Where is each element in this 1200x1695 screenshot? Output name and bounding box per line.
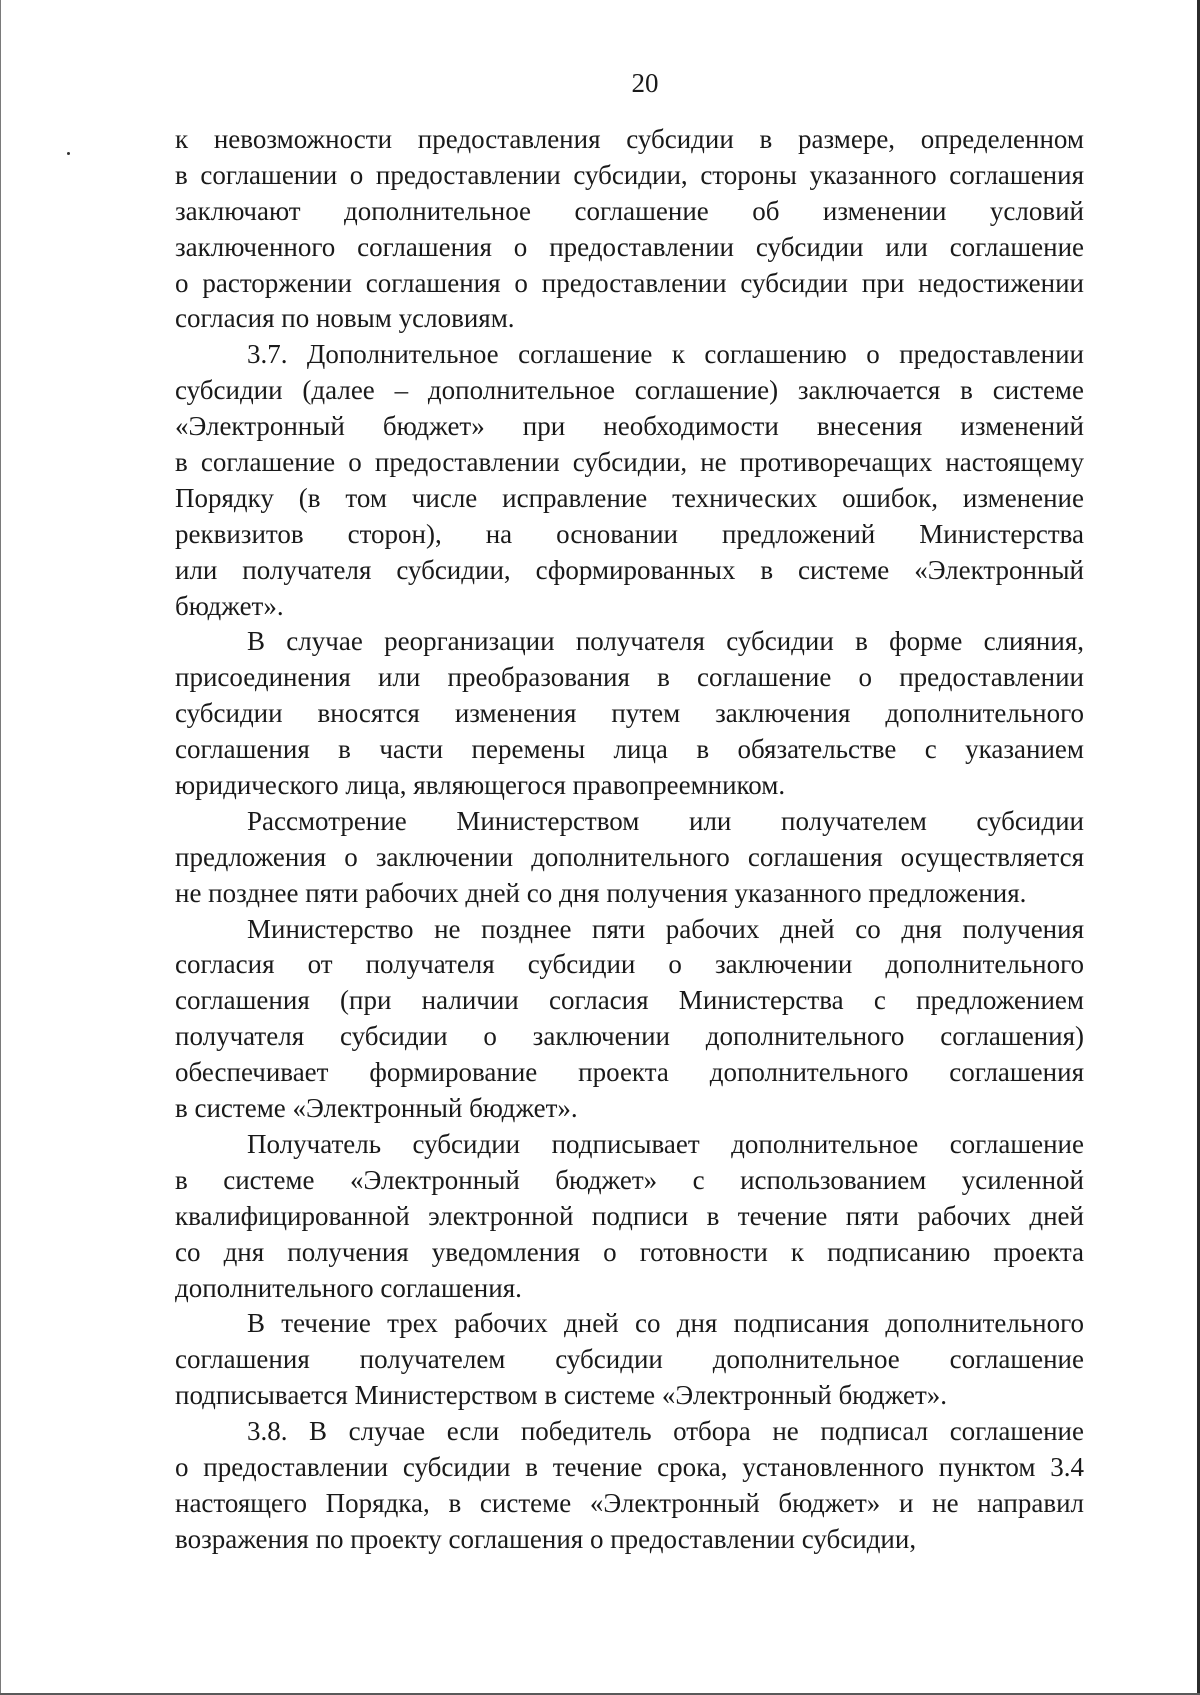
text-line: возражения по проекту соглашения о предоставлении субсидии, (175, 1523, 917, 1554)
text-line: субсидии вносятся изменения путем заключения дополнительного (175, 698, 1084, 729)
text-line: бюджет». (175, 590, 284, 621)
text-line: о расторжении соглашения о предоставлении субсидии при недостижении (175, 267, 1084, 298)
text-line: реквизитов сторон), на основании предложений Министерства (175, 518, 1084, 549)
document-body (175, 122, 1084, 1558)
text-line: присоединения или преобразования в соглашение о предоставлении (175, 662, 1084, 693)
text-line: со дня получения уведомления о готовности к подписанию проекта (175, 1236, 1084, 1267)
text-line: юридического лица, являющегося правопреемником. (175, 770, 786, 801)
text-line: не позднее пяти рабочих дней со дня получения указанного предложения. (175, 877, 1027, 908)
text-line: В случае реорганизации получателя субсидии в форме слияния, (247, 626, 1084, 657)
text-line: в системе «Электронный бюджет» с использованием усиленной (175, 1164, 1084, 1195)
text-line: в соглашении о предоставлении субсидии, стороны указанного соглашения (175, 159, 1084, 190)
text-line: Получатель субсидии подписывает дополнительное соглашение (247, 1128, 1084, 1159)
text-line: согласия по новым условиям. (175, 303, 515, 334)
text-line: обеспечивает формирование проекта дополнительного соглашения (175, 1057, 1084, 1088)
text-line: предложения о заключении дополнительного соглашения осуществляется (175, 841, 1084, 872)
text-line: соглашения получателем субсидии дополнительное соглашение (175, 1344, 1084, 1375)
text-line: подписывается Министерством в системе «Электронный бюджет». (175, 1380, 948, 1411)
scan-left-edge (0, 0, 1, 1695)
text-line: квалифицированной электронной подписи в течение пяти рабочих дней (175, 1200, 1084, 1231)
paragraph (175, 122, 1084, 337)
paragraph (175, 1414, 1084, 1558)
text-line: заключают дополнительное соглашение об изменении условий (175, 195, 1084, 226)
page-number: 20 (631, 68, 659, 98)
text-line: соглашения (при наличии согласия Министерства с предложением (175, 985, 1084, 1016)
text-line: о предоставлении субсидии в течение срока, установленного пунктом 3.4 (175, 1451, 1084, 1482)
text-line: заключенного соглашения о предоставлении субсидии или соглашение (175, 231, 1084, 262)
text-line: в системе «Электронный бюджет». (175, 1093, 578, 1124)
text-line: Порядку (в том числе исправление технических ошибок, изменение (175, 482, 1084, 513)
text-line: в соглашение о предоставлении субсидии, не противоречащих настоящему (175, 447, 1084, 478)
text-line: или получателя субсидии, сформированных в системе «Электронный (175, 554, 1084, 585)
text-line: 3.8. В случае если победитель отбора не подписал соглашение (247, 1416, 1084, 1447)
scan-speck (67, 152, 70, 155)
text-line: получателя субсидии о заключении дополнительного соглашения) (175, 1021, 1084, 1052)
text-line: В течение трех рабочих дней со дня подписания дополнительного (247, 1308, 1084, 1339)
paragraph (175, 804, 1084, 912)
text-line: соглашения в части перемены лица в обязательстве с указанием (175, 734, 1084, 765)
text-line: Рассмотрение Министерством или получателем субсидии (247, 805, 1084, 836)
text-line: Министерство не позднее пяти рабочих дней со дня получения (247, 913, 1084, 944)
text-line: «Электронный бюджет» при необходимости внесения изменений (175, 411, 1084, 442)
text-line: к невозможности предоставления субсидии в размере, определенном (175, 124, 1084, 154)
paragraph (175, 624, 1084, 803)
text-line: дополнительного соглашения. (175, 1272, 522, 1303)
text-line: субсидии (далее – дополнительное соглашение) заключается в системе (175, 375, 1084, 406)
text-line: согласия от получателя субсидии о заключении дополнительного (175, 949, 1084, 980)
paragraph (175, 1306, 1084, 1414)
paragraph (175, 912, 1084, 1127)
text-line: 3.7. Дополнительное соглашение к соглашению о предоставлении (247, 339, 1084, 370)
paragraph (175, 1127, 1084, 1306)
paragraph (175, 337, 1084, 624)
text-line: настоящего Порядка, в системе «Электронный бюджет» и не направил (175, 1487, 1084, 1518)
